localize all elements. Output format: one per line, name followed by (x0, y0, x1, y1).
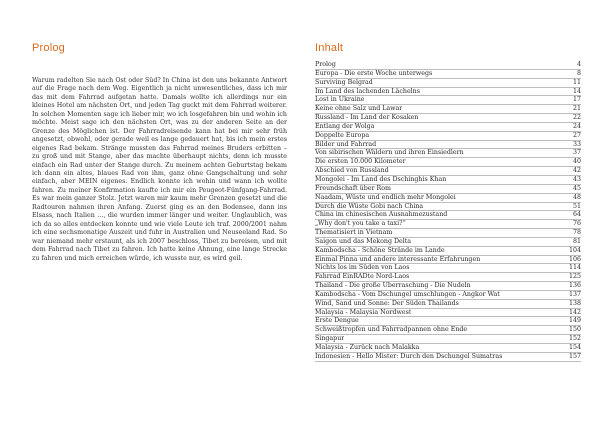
toc-entry-title: Schweißtropfen und Fahrradpannen ohne Ende (315, 326, 468, 334)
toc-entry-page-number: 22 (572, 114, 581, 122)
toc-entry-title: Indonesien - Hello Mister: Durch den Dschungel Sumatras (315, 352, 503, 360)
toc-entry[interactable] (315, 220, 581, 229)
toc-entry-title: Europa - Die erste Woche unterwegs (315, 69, 433, 77)
toc-entry[interactable] (315, 158, 581, 167)
toc-entry-page-number: 157 (568, 352, 581, 360)
toc-entry[interactable] (315, 176, 581, 185)
toc-entry[interactable] (315, 123, 581, 132)
toc-entry-title: Thailand - Die große Überraschung - Die Nudeln (315, 282, 471, 290)
toc-entry[interactable] (315, 114, 581, 123)
toc-entry-title: Malaysia - Zurück nach Malakka (315, 344, 420, 351)
toc-entry-title: Kambodscha - Schöne Strände im Lande (315, 246, 445, 254)
toc-entry-page-number: 21 (572, 105, 581, 113)
toc-entry[interactable] (315, 238, 581, 247)
toc-entry[interactable] (315, 229, 581, 238)
toc-entry[interactable] (315, 88, 581, 97)
toc-entry[interactable] (315, 317, 581, 326)
toc-entry-title: Lost in Ukraine (315, 96, 365, 104)
toc-entry[interactable] (315, 300, 581, 309)
toc-entry[interactable] (315, 344, 581, 353)
toc-entry-title: Erste Dengue (315, 317, 359, 325)
toc-entry[interactable] (315, 105, 581, 114)
toc-entry[interactable] (315, 185, 581, 194)
toc-entry-page-number: 45 (572, 184, 581, 192)
toc-entry[interactable] (315, 309, 581, 318)
prolog-body-text: Warum radelten Sie nach Ost oder Süd? In China ist den uns bekannte Antwort auf die Frage nach dem Weg. Eigentlich ja nicht unwesentliches, dass ich mir das mit dem Fahrrad aufgetan hatte. Damals wollte ich allerdings nur ein kleines Hotel am nächsten Ort, und jeden Tag guckt mit dem Fahrrad weiterer. In solchen Momenten sage ich lieber mir, wo ich losgefahren bin und wohin ich möchte. Meist sage ich den nächsten Ort, was zu der anderen Seite an der Grenze des Möglichen ist. Der Fahrradreisende kann hat bei mir sehr früh angesetzt, obwohl, oder gerade weil es lange gedauert hat, bis ich mein erstes eigenes Rad bekam. Stränge mussten das Fahrrad meines Bruders erbitten – zu groß und mit Stange, aber das machte überhaupt nichts, denn ich musste einfach ein Rad unter der Stange durch. Zu meinem achten Geburtstag bekam ich dann ein altes, blaues Rad von ihm, ganz ohne Gangschaltung und sehr einfach, aber MEIN eigenes. Endlich konnte ich wohin und wann ich wollte fahren. Zu meiner Konfirmation kaufte ich mir ein Peugeot-Fünfgang-Fahrrad. Es war mein ganzer Stolz. Jetzt waren mir kaum mehr Grenzen gesetzt und die Radtouren nahmen ihren Anfang. Zuerst ging es an den Bodensee, dann ins Elsass, nach Italien …, die wurden immer länger und weiter. Unglaublich, was ich da so alles entdecken konnte und wie viele Leute ich traf. 2000/2001 nahm ich eine sechsmonatige Auszeit und fuhr in Australien und Neuseeland Rad. So war niemand mehr erstaunt, als ich 2007 beschloss, Tibet zu bereisen, und mit dem Fahrrad nach Tibet zu fahren. Ich hatte keine Ahnung, eine lange Strecke zu fahren und mich erreichen würde, ich wusste nur, es wird geil. (32, 77, 287, 262)
toc-entry-title: Freundschaft über Rom (315, 184, 392, 192)
toc-entry-page-number: 78 (572, 229, 581, 237)
toc-entry-title: Surviving Belgrad (315, 78, 373, 86)
toc-entry-page-number: 104 (568, 246, 581, 254)
toc-entry-title: Kambodscha - Vom Dschungel umschlungen - Angkor Wat (315, 290, 500, 298)
toc-entry-page-number: 125 (568, 273, 581, 281)
toc-entry-page-number: 48 (572, 193, 581, 201)
toc-entry-title: Prolog (315, 61, 336, 68)
toc-entry-page-number: 76 (572, 220, 581, 228)
toc-entry-title: „Why don't you take a taxi?“ (315, 220, 406, 228)
toc-entry[interactable] (315, 149, 581, 158)
toc-entry[interactable] (315, 291, 581, 300)
toc-entry-page-number: 106 (568, 255, 581, 263)
toc-entry-page-number: 42 (572, 167, 581, 175)
toc-entry-page-number: 142 (568, 308, 581, 316)
toc-entry-title: Keine ohne Salz und Lawar (315, 105, 403, 113)
toc-entry-page-number: 64 (572, 211, 581, 219)
toc-entry-page-number: 33 (572, 140, 581, 148)
prolog-heading: Prolog (32, 42, 65, 54)
toc-entry-page-number: 27 (572, 131, 581, 139)
toc-entry-title: Doppelte Europa (315, 131, 370, 139)
toc-entry-title: Abschied von Russland (315, 167, 389, 175)
toc-entry[interactable] (315, 141, 581, 150)
toc-entry[interactable] (315, 335, 581, 344)
toc-entry-title: Saigon und das Mekong Delta (315, 237, 412, 245)
toc-entry-title: China im chinesischen Ausnahmezustand (315, 211, 448, 219)
toc-entry-title: Russland - Im Land der Kosaken (315, 114, 419, 122)
toc-entry-title: Fahrrad EinRADte Nord-Laos (315, 273, 410, 281)
toc-entry-page-number: 114 (568, 264, 581, 272)
toc-entry-page-number: 136 (568, 282, 581, 290)
toc-entry-title: Thematisiert in Vietnam (315, 229, 393, 237)
toc-entry[interactable] (315, 211, 581, 220)
toc-entry-title: Nichts los im Süden von Laos (315, 264, 410, 272)
toc-entry-page-number: 152 (568, 335, 581, 343)
toc-entry[interactable] (315, 256, 581, 265)
toc-entry-title: Entlang der Wolga (315, 122, 375, 130)
toc-entry-title: Mongolei - Im Land des Dschinghis Khan (315, 175, 447, 183)
toc-entry-page-number: 150 (568, 326, 581, 334)
toc-entry[interactable] (315, 132, 581, 141)
toc-entry[interactable] (315, 273, 581, 282)
toc-entry-title: Singapur (315, 335, 345, 343)
toc-entry-page-number: 14 (572, 87, 581, 95)
toc-entry[interactable] (315, 282, 581, 291)
toc-entry-page-number: 81 (572, 237, 581, 245)
toc-entry-page-number: 40 (572, 158, 581, 166)
toc-entry-page-number: 37 (572, 149, 581, 157)
table-of-contents (315, 61, 581, 362)
toc-entry[interactable] (315, 96, 581, 105)
toc-entry[interactable] (315, 70, 581, 79)
toc-entry[interactable] (315, 194, 581, 203)
toc-entry-title: Durch die Wüste Gobi nach China (315, 202, 424, 210)
toc-entry[interactable] (315, 247, 581, 256)
toc-entry-title: Im Land des lachenden Lächelns (315, 87, 420, 95)
toc-entry-page-number: 8 (576, 69, 581, 77)
toc-entry-title: Von sibirischen Wäldern und ihren Einsiedlern (315, 149, 464, 157)
toc-entry-title: Wind, Sand und Sonne: Der Süden Thailands (315, 299, 459, 307)
contents-page (300, 0, 600, 428)
toc-entry-title: Einmal Pinna und andere interessante Erfahrungen (315, 255, 481, 263)
toc-entry[interactable] (315, 264, 581, 273)
toc-entry-title: Bilder und Fahrrad (315, 140, 377, 148)
toc-entry-page-number: 154 (568, 344, 581, 351)
toc-entry[interactable] (315, 353, 581, 362)
toc-entry-page-number: 11 (572, 78, 581, 86)
toc-entry-page-number: 4 (576, 61, 581, 68)
toc-entry-page-number: 149 (568, 317, 581, 325)
toc-entry-title: Malaysia - Malaysia Nordwest (315, 308, 412, 316)
toc-entry[interactable] (315, 79, 581, 88)
toc-entry[interactable] (315, 167, 581, 176)
contents-heading: Inhalt (315, 42, 344, 54)
toc-entry[interactable] (315, 326, 581, 335)
toc-entry[interactable] (315, 203, 581, 212)
toc-entry-page-number: 24 (572, 122, 581, 130)
toc-entry-page-number: 43 (572, 175, 581, 183)
toc-entry-page-number: 51 (572, 202, 581, 210)
toc-entry-title: Die ersten 10.000 Kilometer (315, 158, 406, 166)
toc-entry-page-number: 138 (568, 299, 581, 307)
toc-entry-title: Naadam, Wüste und endlich mehr Mongolei (315, 193, 456, 201)
toc-entry[interactable] (315, 61, 581, 70)
toc-entry-page-number: 17 (572, 96, 581, 104)
toc-entry-page-number: 137 (568, 290, 581, 298)
